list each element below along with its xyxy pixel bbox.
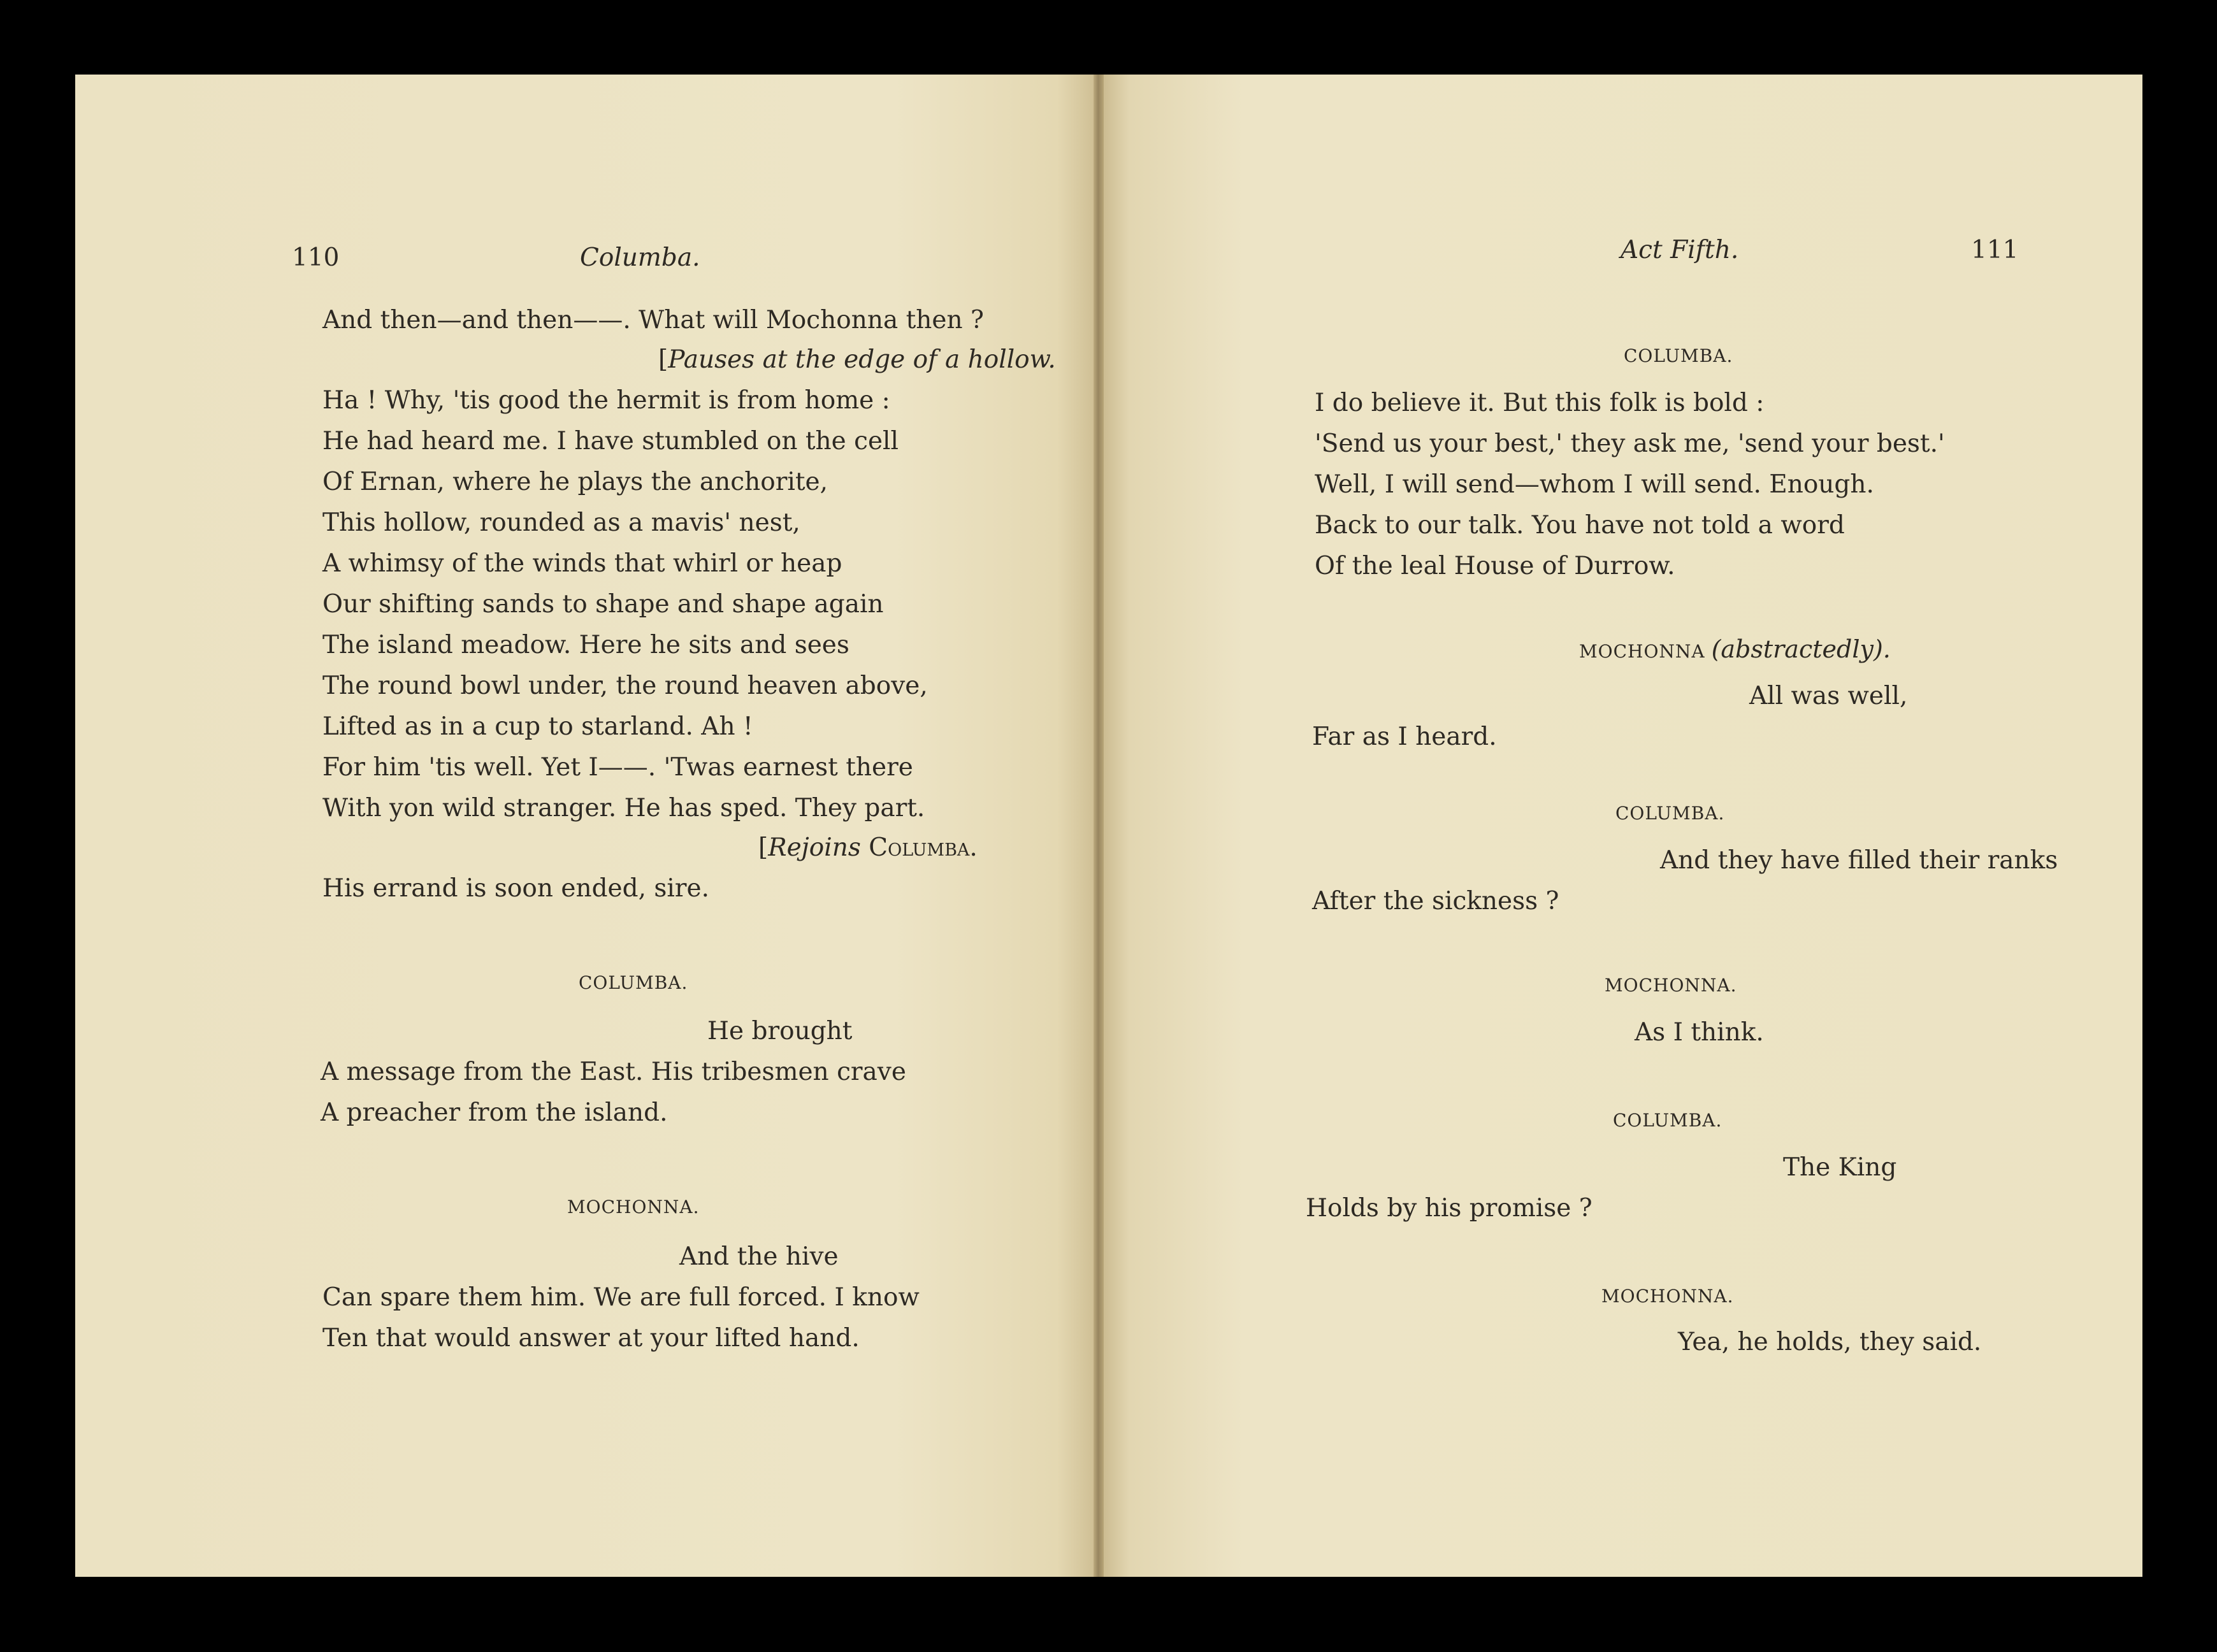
speaker-name: COLUMBA. — [1613, 1110, 1722, 1131]
verse-line: Well, I will send—whom I will send. Enough. — [1315, 470, 1874, 499]
verse-line: For him 'tis well. Yet I——. 'Twas earnest there — [322, 753, 913, 782]
direction-bracket: [ — [758, 833, 769, 862]
book-spread — [75, 75, 2142, 1577]
verse-line: And then—and then——. What will Mochonna then ? — [322, 306, 984, 334]
verse-line: With yon wild stranger. He has sped. They part. — [322, 794, 925, 822]
verse-line: I do believe it. But this folk is bold : — [1315, 389, 1765, 417]
verse-line: He brought — [707, 1017, 853, 1045]
verse-line: The King — [1783, 1153, 1897, 1182]
right-running-head: Act Fifth. — [1621, 236, 1739, 264]
direction-bracket: [ — [658, 345, 668, 374]
verse-line: A message from the East. His tribesmen crave — [321, 1058, 906, 1086]
verse-line: Ten that would answer at your lifted hand. — [322, 1324, 860, 1353]
left-running-head: Columba. — [580, 243, 700, 272]
speaker-label: MOCHONNA — [1579, 641, 1705, 662]
verse-line: He had heard me. I have stumbled on the cell — [322, 427, 899, 456]
verse-line: Lifted as in a cup to starland. Ah ! — [322, 712, 753, 741]
right-page-number: 111 — [1971, 236, 2019, 264]
verse-line: The island meadow. Here he sits and sees — [322, 631, 849, 659]
verse-line: Yea, he holds, they said. — [1678, 1328, 1982, 1356]
verse-line: A preacher from the island. — [321, 1098, 668, 1127]
verse-line: All was well, — [1749, 682, 1908, 710]
stage-direction — [658, 345, 1056, 375]
verse-line: Holds by his promise ? — [1306, 1194, 1592, 1223]
verse-line: This hollow, rounded as a mavis' nest, — [322, 508, 800, 537]
verse-line: And the hive — [679, 1242, 839, 1271]
verse-line: Of the leal House of Durrow. — [1315, 552, 1675, 580]
speaker-name: COLUMBA. — [1624, 345, 1733, 366]
verse-line: Of Ernan, where he plays the anchorite, — [322, 468, 828, 496]
verse-line: Ha ! Why, 'tis good the hermit is from home : — [322, 386, 890, 415]
verse-line: Back to our talk. You have not told a word — [1315, 511, 1845, 540]
verse-line: And they have filled their ranks — [1660, 846, 2058, 875]
left-page-number: 110 — [292, 243, 340, 272]
verse-line: Can spare them him. We are full forced. I know — [322, 1283, 920, 1312]
direction-verb: Rejoins — [768, 833, 861, 862]
verse-line: Far as I heard. — [1312, 722, 1497, 751]
speaker-name — [1579, 635, 1891, 663]
left-page — [75, 75, 1098, 1577]
verse-line: Our shifting sands to shape and shape again — [322, 590, 884, 619]
book-gutter — [1094, 75, 1104, 1577]
speaker-name: MOCHONNA. — [1601, 1286, 1734, 1307]
right-page — [1098, 75, 2142, 1577]
verse-line: 'Send us your best,' they ask me, 'send your best.' — [1315, 429, 1945, 458]
speaker-name: MOCHONNA. — [1605, 975, 1737, 996]
direction-name: Columba. — [869, 833, 978, 862]
stage-direction — [758, 833, 978, 863]
speaker-name: COLUMBA. — [579, 972, 688, 993]
verse-line: His errand is soon ended, sire. — [322, 874, 709, 903]
verse-line: As I think. — [1635, 1018, 1764, 1047]
direction-text: Pauses at the edge of a hollow. — [668, 345, 1056, 374]
verse-line: The round bowl under, the round heaven above, — [322, 672, 928, 700]
speaker-aside: (abstractedly). — [1711, 635, 1891, 663]
speaker-name: MOCHONNA. — [567, 1196, 700, 1217]
speaker-name: COLUMBA. — [1615, 803, 1725, 824]
verse-line: After the sickness ? — [1312, 887, 1559, 916]
verse-line: A whimsy of the winds that whirl or heap — [322, 549, 842, 578]
